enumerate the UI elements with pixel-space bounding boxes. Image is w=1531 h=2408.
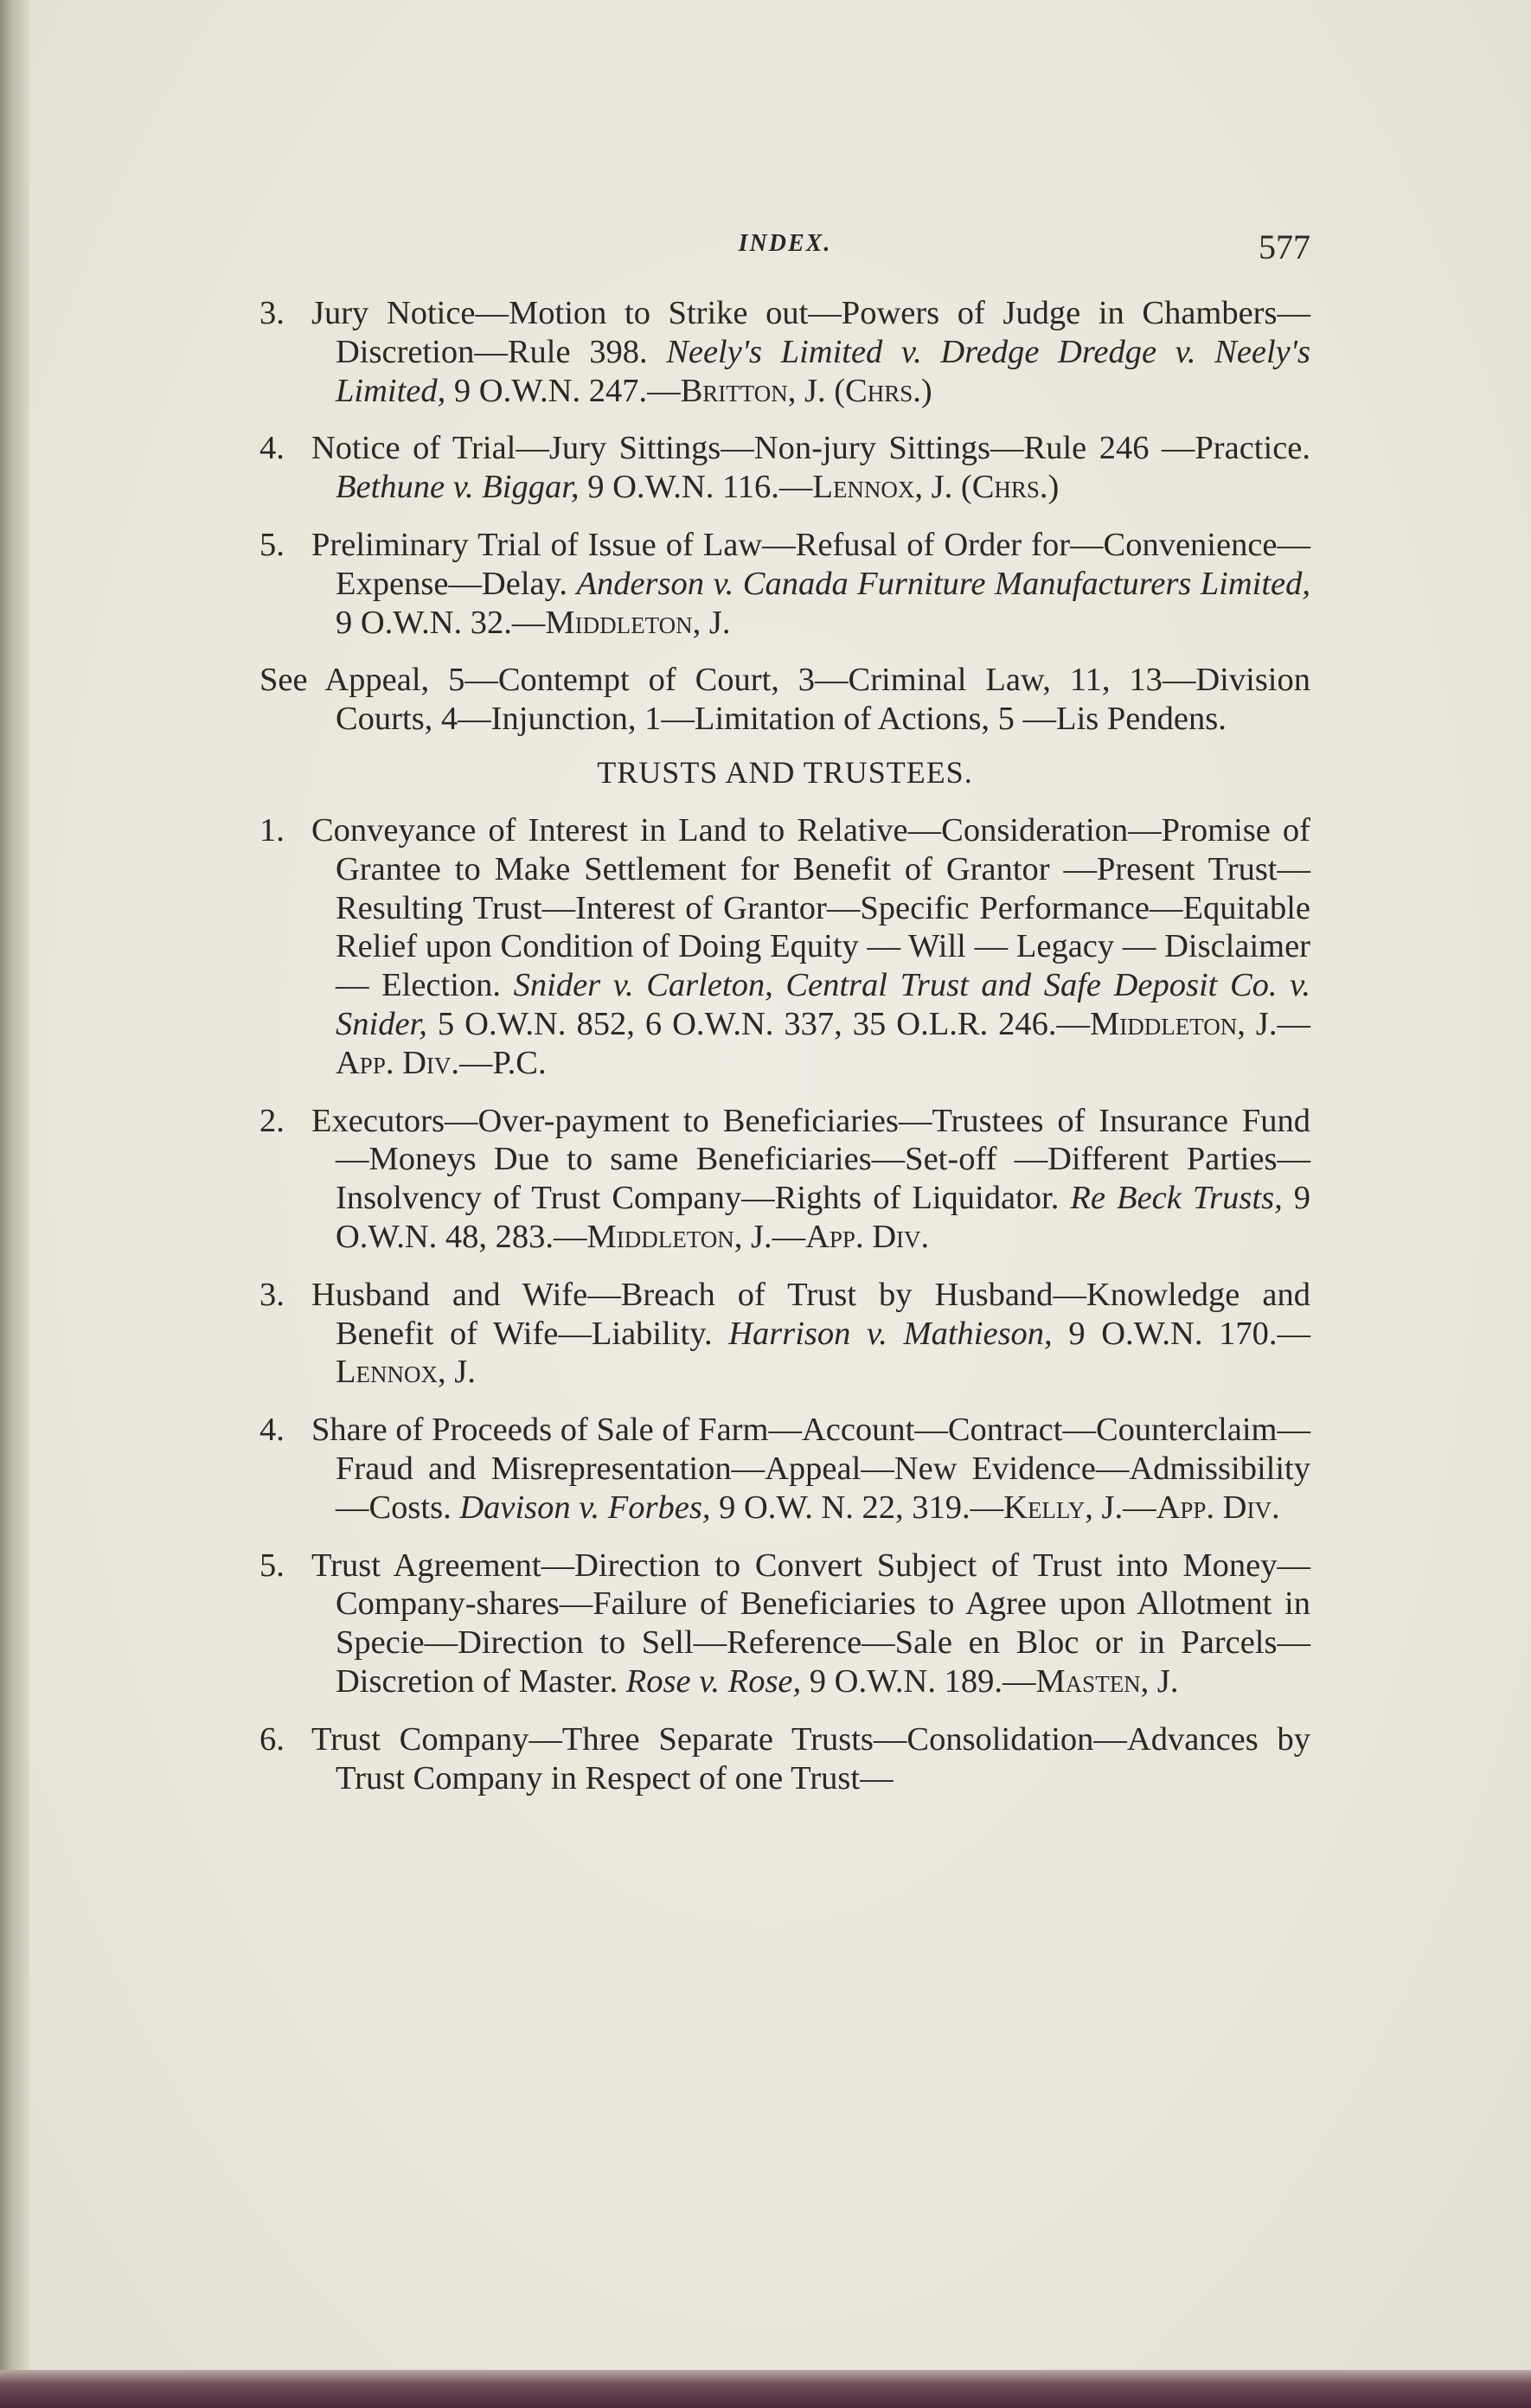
entry-text: Husband and Wife—Breach of Trust by Husband—Knowledge and Benefit of Wife—Liability. (311, 1276, 1310, 1352)
entry-number: 4. (259, 1412, 285, 1449)
section-heading: TRUSTS AND TRUSTEES. (597, 754, 973, 790)
entry-text: Notice of Trial—Jury Sittings—Non-jury Sittings—Rule 246 —Practice. (311, 430, 1310, 467)
entry-number: 3. (259, 1276, 285, 1313)
index-entry (259, 1276, 1310, 1392)
entry-case: Re Beck Trusts, (1070, 1180, 1283, 1217)
page-number: 577 (1259, 227, 1310, 266)
entry-case: Harrison v. Mathieson, (728, 1315, 1053, 1352)
page-content (259, 227, 1310, 1816)
entry-text: Trust Company—Three Separate Trusts—Consolidation—Advances by Trust Company in Respect of one Trust— (311, 1720, 1310, 1796)
entry-citation: 9 O.W.N. 189.— (801, 1662, 1036, 1700)
entry-number: 6. (259, 1720, 285, 1758)
entry-citation: 9 O.W.N. 116.— (579, 469, 813, 506)
entry-text: Share of Proceeds of Sale of Farm—Account—Contract—Counterclaim—Fraud and Misrepresentation—Appeal—New Evidence—Admissibility—Costs. (311, 1412, 1310, 1526)
entry-text: Preliminary Trial of Issue of Law—Refusal of Order for—Convenience—Expense—Delay. (311, 526, 1310, 602)
entry-text: Trust Agreement—Direction to Convert Subject of Trust into Money—Company-shares—Failure of Beneficiaries to Agree upon Allotment in Specie—Direction to Sell—Reference—Sale en Bloc or in Parcels—Discretion of Master. (311, 1547, 1310, 1700)
running-title: INDEX. (738, 230, 832, 257)
entry-judge: Kelly, J.—App. Div. (1003, 1489, 1280, 1526)
index-entry (259, 1547, 1310, 1701)
index-entry (259, 1102, 1310, 1257)
index-entry (259, 429, 1310, 507)
entry-number: 5. (259, 526, 285, 563)
entry-number: 4. (259, 430, 285, 467)
entry-number: 1. (259, 811, 285, 849)
page-binding-edge (0, 0, 29, 2408)
entry-number: 5. (259, 1547, 285, 1584)
index-entry (259, 811, 1310, 1083)
entry-judge: Masten, J. (1035, 1662, 1179, 1700)
index-entry (259, 1720, 1310, 1798)
entry-citation: 9 O.W.N. 48, 283.— (336, 1180, 1311, 1255)
book-cover-edge (0, 2370, 1531, 2408)
entry-citation: 9 O.W.N. 32.— (336, 604, 546, 641)
entry-judge: Middleton, J. (545, 604, 731, 641)
entry-citation: 5 O.W.N. 852, 6 O.W.N. 337, 35 O.L.R. 246.— (426, 1005, 1091, 1042)
entry-case: Anderson v. Canada Furniture Manufacturers Limited, (576, 565, 1310, 602)
entry-judge: Middleton, J.—App. Div. (586, 1218, 930, 1255)
entry-judge: Lennox, J. (Chrs.) (812, 469, 1060, 506)
entry-case: Rose v. Rose, (625, 1662, 802, 1700)
entry-case: Davison v. Forbes, (459, 1489, 711, 1526)
entry-judge: Lennox, J. (336, 1354, 476, 1391)
entry-citation: 9 O.W. N. 22, 319.— (710, 1489, 1004, 1526)
entry-citation: 9 O.W.N. 170.— (1052, 1315, 1310, 1352)
entry-text: Jury Notice—Motion to Strike out—Powers of Judge in Chambers—Discretion—Rule 398. (311, 295, 1310, 370)
see-also-reference: See Appeal, 5—Contempt of Court, 3—Criminal Law, 11, 13—Division Courts, 4—Injunction, 1—Limitation of Actions, 5 —Lis Pendens. (259, 662, 1310, 738)
entry-number: 3. (259, 295, 285, 331)
index-entry (259, 1411, 1310, 1527)
entry-case: Neely's Limited v. Dredge Dredge v. Neely's Limited, (336, 333, 1310, 409)
index-entry (259, 526, 1310, 642)
entry-case: Bethune v. Biggar, (336, 469, 580, 506)
entry-text: Conveyance of Interest in Land to Relative—Consideration—Promise of Grantee to Make Settlement for Benefit of Grantor —Present Trust—Resulting Trust—Interest of Grantor—Specific Performance—Equitable Relief upon Condition of Doing Equity — Will — Legacy — Disclaimer — Election. (311, 811, 1310, 1004)
entry-text: Executors—Over-payment to Beneficiaries—Trustees of Insurance Fund—Moneys Due to same Beneficiaries—Set-off —Different Parties—Insolvency of Trust Company—Rights of Liquidator. (311, 1102, 1310, 1217)
index-entry (259, 294, 1310, 410)
entry-number: 2. (259, 1102, 285, 1139)
entry-citation: 9 O.W.N. 247.— (445, 372, 681, 409)
entry-case: Snider v. Carleton, Central Trust and Safe Deposit Co. v. Snider, (336, 967, 1310, 1042)
entry-judge: Britton, J. (Chrs.) (680, 372, 932, 409)
running-header (259, 227, 1310, 279)
entry-judge: Middleton, J.—App. Div.—P.C. (336, 1005, 1310, 1081)
